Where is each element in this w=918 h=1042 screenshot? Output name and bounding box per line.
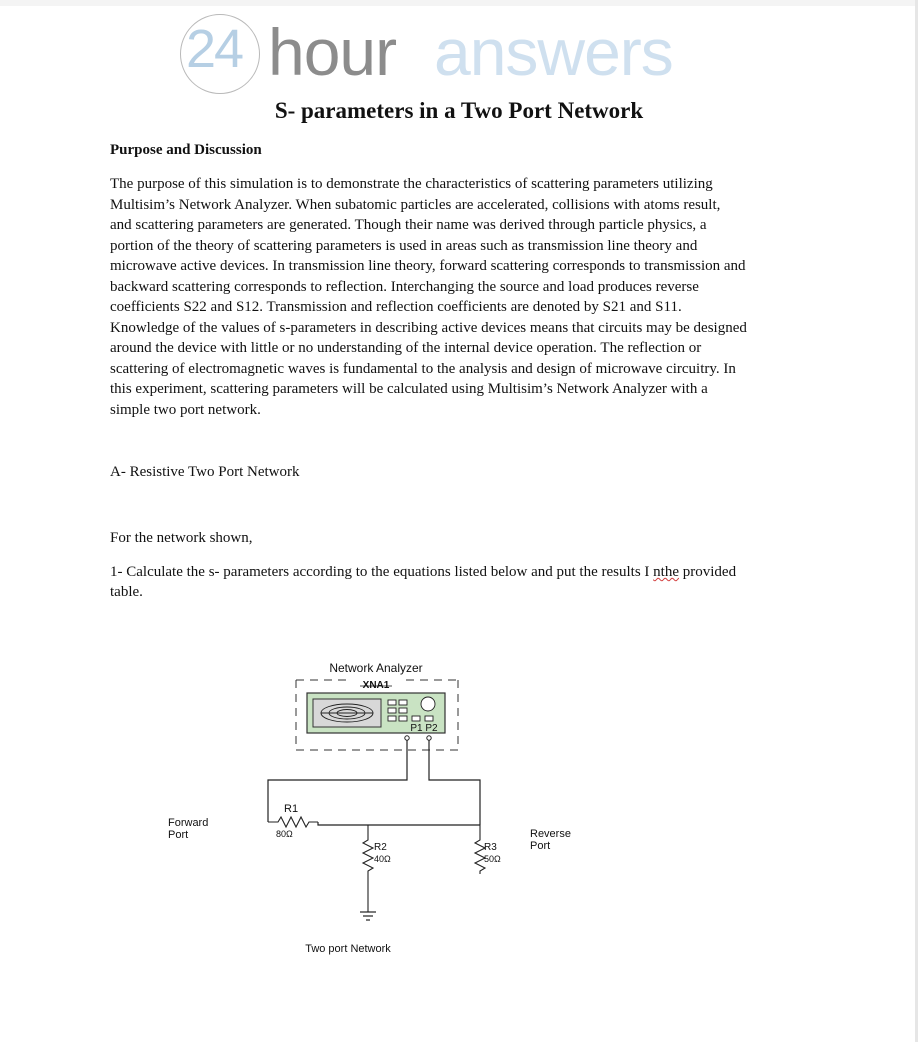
circuit-caption: Two port Network: [305, 943, 391, 955]
r2-resistor: [363, 825, 373, 912]
r1-name: R1: [284, 803, 299, 815]
discussion-paragraph: [110, 174, 830, 420]
logo-number: 24: [186, 19, 243, 79]
reverse-port-label: Reverse: [530, 828, 571, 840]
document-title: S- parameters in a Two Port Network: [274, 98, 644, 123]
watermark-logo: [178, 12, 718, 94]
paragraph-line: microwave active devices. In transmission line theory, forward scattering corresponds to transmission and: [110, 258, 746, 274]
r2-value: 40Ω: [374, 854, 391, 864]
r1-resistor: [268, 817, 318, 827]
step-1-line-2: table.: [110, 584, 143, 600]
wire-top-rail: [318, 822, 480, 825]
paragraph-line: around the device with little or no understanding of the internal device operation. The reflection or: [110, 340, 702, 356]
paragraph-line: and scattering parameters are generated. Though their name was derived through particle physics, a: [110, 217, 707, 233]
port-1-terminal: [405, 736, 409, 740]
r3-value: 50Ω: [484, 854, 501, 864]
step-1-line: [110, 562, 830, 582]
step-1-typo: nthe: [653, 564, 679, 580]
section-a-heading: A- Resistive Two Port Network: [110, 464, 300, 480]
r2-name: R2: [374, 842, 387, 853]
analyzer-id: XNA1: [362, 680, 390, 691]
reverse-port-label-2: Port: [530, 840, 551, 852]
paragraph-line: The purpose of this simulation is to demonstrate the characteristics of scattering parameters utilizing: [110, 176, 713, 192]
step-1-before: 1- Calculate the s- parameters according to the equations listed below and put the results I: [110, 564, 654, 580]
paragraph-line: backward scattering corresponds to reflection. Interchanging the source and load produces reverse: [110, 278, 699, 295]
circuit-diagram: [160, 650, 600, 970]
port-2-terminal: [427, 736, 431, 740]
forward-port-label-2: Port: [168, 829, 189, 841]
r3-name: R3: [484, 842, 497, 853]
port-labels: P1 P2: [410, 723, 438, 734]
purpose-heading: Purpose and Discussion: [110, 142, 262, 158]
logo-word-hour: hour: [268, 15, 397, 89]
r1-value: 80Ω: [276, 829, 293, 839]
paragraph-line: portion of the theory of scattering parameters is used in areas such as transmission line theory and: [110, 237, 698, 254]
analyzer-label: Network Analyzer: [329, 661, 423, 675]
wire-port2: [429, 740, 480, 825]
smith-chart-icon: [321, 704, 373, 722]
forward-port-label: Forward: [168, 817, 209, 829]
for-network-text: For the network shown,: [110, 530, 253, 546]
logo-word-answers: answers: [434, 15, 673, 89]
paragraph-line: Multisim’s Network Analyzer. When subatomic particles are accelerated, collisions with atoms result,: [110, 196, 721, 213]
top-band: [0, 0, 918, 6]
paragraph-line: Knowledge of the values of s-parameters in describing active devices means that circuits may be designed: [110, 319, 747, 336]
paragraph-line: simple two port network.: [110, 401, 261, 418]
step-1-after: provided: [679, 564, 737, 580]
step-1-instruction: [110, 562, 830, 602]
paragraph-line: scattering of electromagnetic waves is fundamental to the analysis and design of microwave circuitry. In: [110, 360, 736, 377]
paragraph-line: this experiment, scattering parameters will be calculated using Multisim’s Network Analyzer with a: [110, 381, 708, 397]
ground-icon: [360, 912, 376, 920]
paragraph-line: coefficients S22 and S12. Transmission and reflection coefficients are denoted by S21 and S11.: [110, 299, 682, 315]
